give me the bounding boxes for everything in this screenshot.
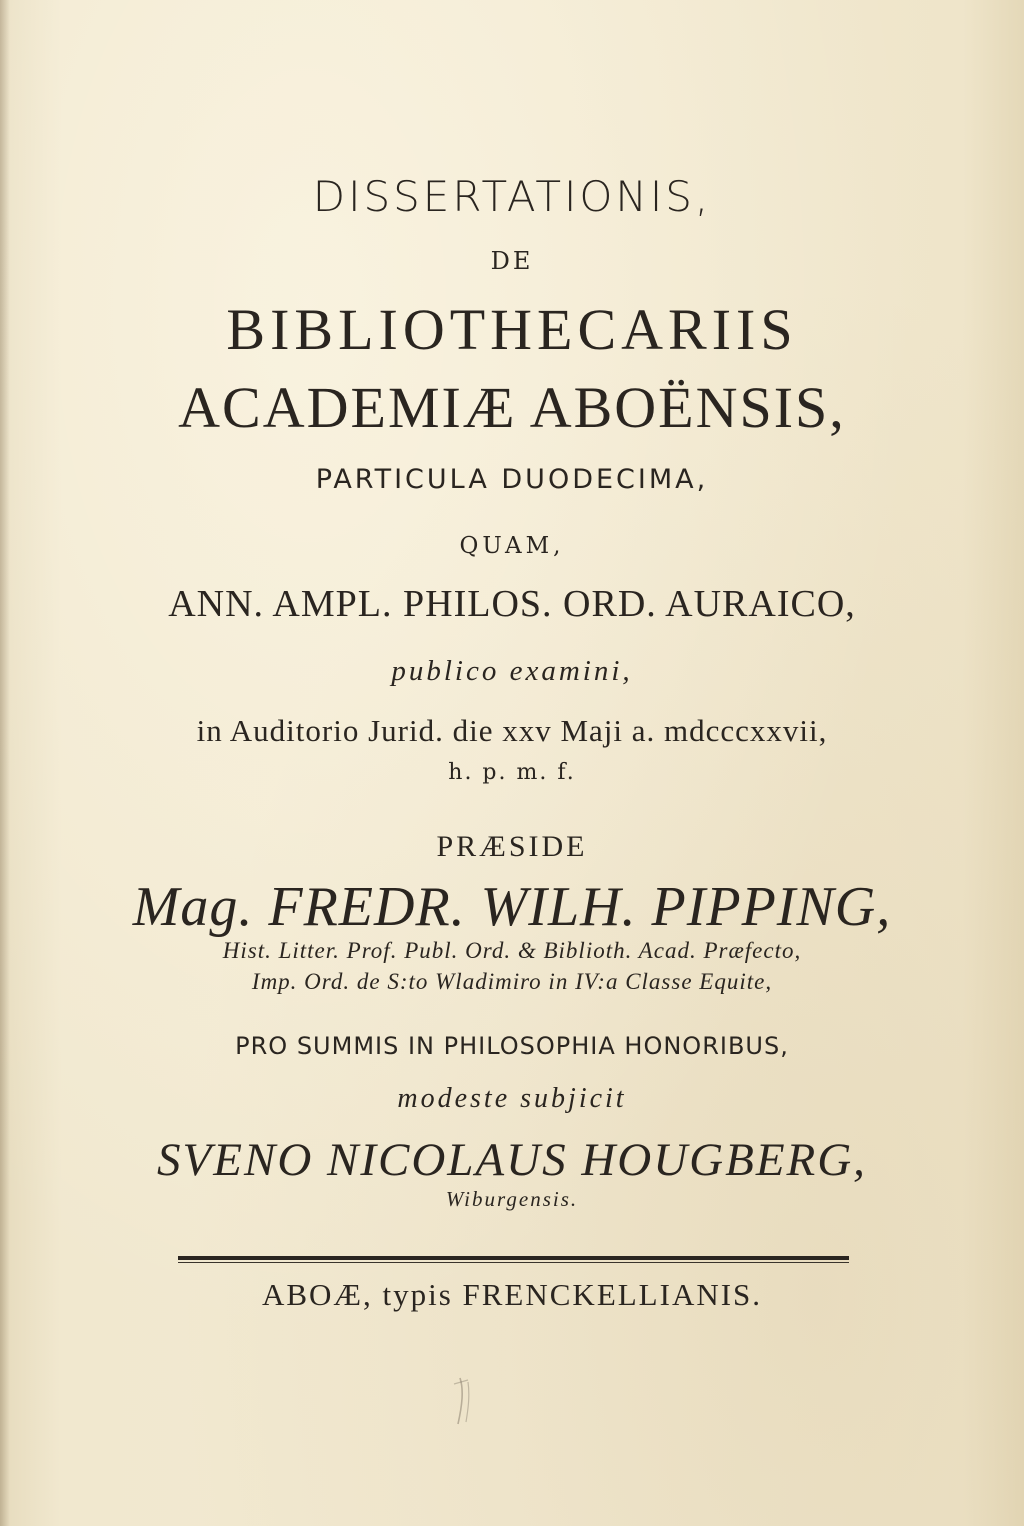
heading-dissertationis: DISSERTATIONIS, [312,172,712,221]
imprint: ABOÆ, typis FRENCKELLIANIS. [261,1277,763,1312]
praeses-title-2: Imp. Ord. de S:to Wladimiro in IV:a Classe Equite, [251,969,773,994]
title-bibliothecariis: BIBLIOTHECARIIS [226,297,798,362]
text-pro-summis: PRO SUMMIS IN PHILOSOPHIA HONORIBUS, [235,1032,789,1060]
text-date-place: in Auditorio Jurid. die xxv Maji a. mdcccxxvii, [196,713,828,748]
subtitle-particula: PARTICULA DUODECIMA, [315,464,709,495]
text-modeste-subjicit: modeste subjicit [397,1083,627,1114]
heading-de: DE [490,247,534,275]
text-consent-faculty: ANN. AMPL. PHILOS. ORD. AURAICO, [168,583,856,625]
respondent-origin: Wiburgensis. [445,1187,579,1211]
name-praeses: Mag. FREDR. WILH. PIPPING, [132,876,892,938]
name-respondent: SVENO NICOLAUS HOUGBERG, [157,1134,867,1186]
text-hour: h. p. m. f. [448,760,576,785]
pen-mark-icon [446,1372,486,1432]
text-publico-examini: publico examini, [391,655,633,687]
title-academiae-aboensis: ACADEMIÆ ABOËNSIS, [178,375,846,440]
divider-rule-thin [178,1262,849,1263]
praeses-title-1: Hist. Litter. Prof. Publ. Ord. & Biblioth. Acad. Præfecto, [222,938,802,963]
label-praeside: PRÆSIDE [436,830,588,863]
divider-rule [178,1256,849,1260]
text-quam: QUAM, [459,533,565,559]
